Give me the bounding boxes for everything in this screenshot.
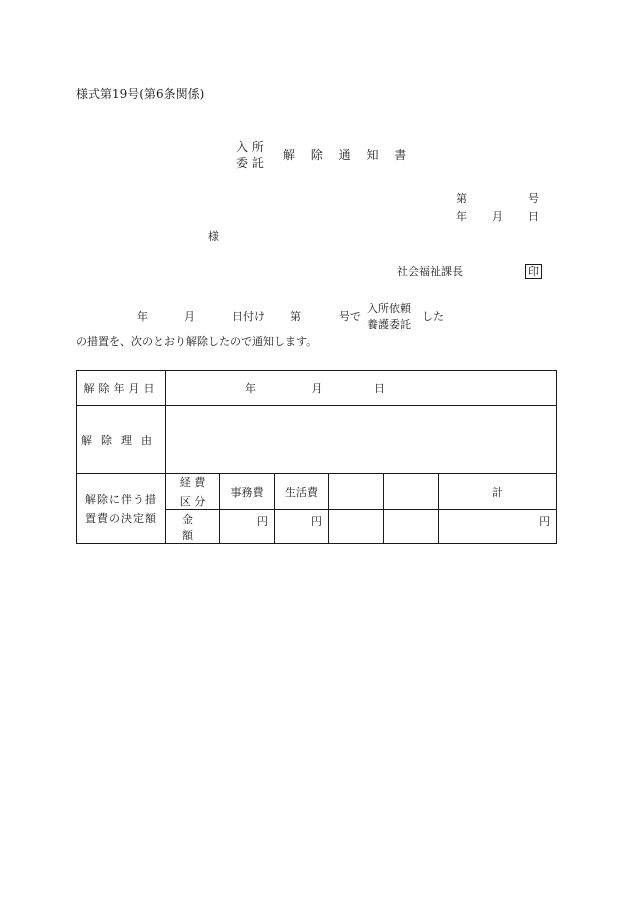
termination-reason-label: 解除理由	[77, 406, 166, 474]
living-cost-header: 生活費	[275, 474, 329, 510]
body-stacked-top: 入所依頼	[367, 302, 411, 315]
termination-day: 日	[374, 382, 385, 395]
office-cost-header: 事務費	[220, 474, 275, 510]
termination-reason-value	[166, 406, 557, 474]
document-title: 解 除 通 知 書	[283, 148, 413, 162]
cost-decision-label-line2: 置費の決定額	[85, 512, 157, 525]
total-header: 計	[439, 474, 557, 510]
body-number-suffix: 号で	[339, 310, 361, 323]
sender-title: 社会福祉課長	[397, 265, 463, 278]
cost-category-label	[166, 474, 220, 510]
body-date-suffix: 日付け	[232, 310, 265, 323]
blank-amount-1	[329, 510, 384, 544]
cost-decision-label-line1: 解除に伴う措	[85, 493, 157, 506]
issue-month: 月	[492, 210, 503, 223]
body-stacked-bottom: 養護委託	[367, 318, 411, 331]
title-stacked-bottom: 委 託	[236, 156, 264, 170]
form-number: 様式第19号(第6条関係)	[76, 87, 205, 101]
seal-stamp: 印	[525, 264, 542, 279]
body-year: 年	[137, 310, 148, 323]
office-cost-amount: 円	[220, 510, 275, 544]
cost-category-top: 経 費	[179, 476, 206, 489]
cost-category-bottom: 区 分	[179, 495, 206, 508]
termination-date-label: 解除年月日	[77, 371, 166, 406]
termination-month: 月	[311, 382, 323, 395]
termination-year: 年	[245, 382, 256, 395]
row-termination-reason	[77, 406, 557, 474]
recipient-suffix: 様	[208, 230, 219, 243]
amount-label: 金 額	[166, 510, 220, 544]
title-stacked-top: 入 所	[236, 140, 264, 154]
body-month: 月	[184, 310, 195, 323]
living-cost-amount: 円	[275, 510, 329, 544]
cost-decision-label	[77, 474, 166, 544]
termination-table	[76, 370, 557, 544]
blank-amount-2	[384, 510, 439, 544]
issue-year: 年	[456, 210, 467, 223]
body-after: した	[422, 310, 444, 323]
row-cost-header	[77, 474, 557, 510]
doc-number-prefix: 第	[456, 192, 467, 205]
total-amount: 円	[439, 510, 557, 544]
termination-date-value	[166, 371, 557, 406]
blank-header-1	[329, 474, 384, 510]
row-termination-date	[77, 371, 557, 406]
doc-number-suffix: 号	[528, 192, 539, 205]
body-line2: の措置を、次のとおり解除したので通知します。	[76, 335, 318, 348]
body-number-prefix: 第	[290, 310, 301, 323]
issue-day: 日	[528, 210, 539, 223]
blank-header-2	[384, 474, 439, 510]
